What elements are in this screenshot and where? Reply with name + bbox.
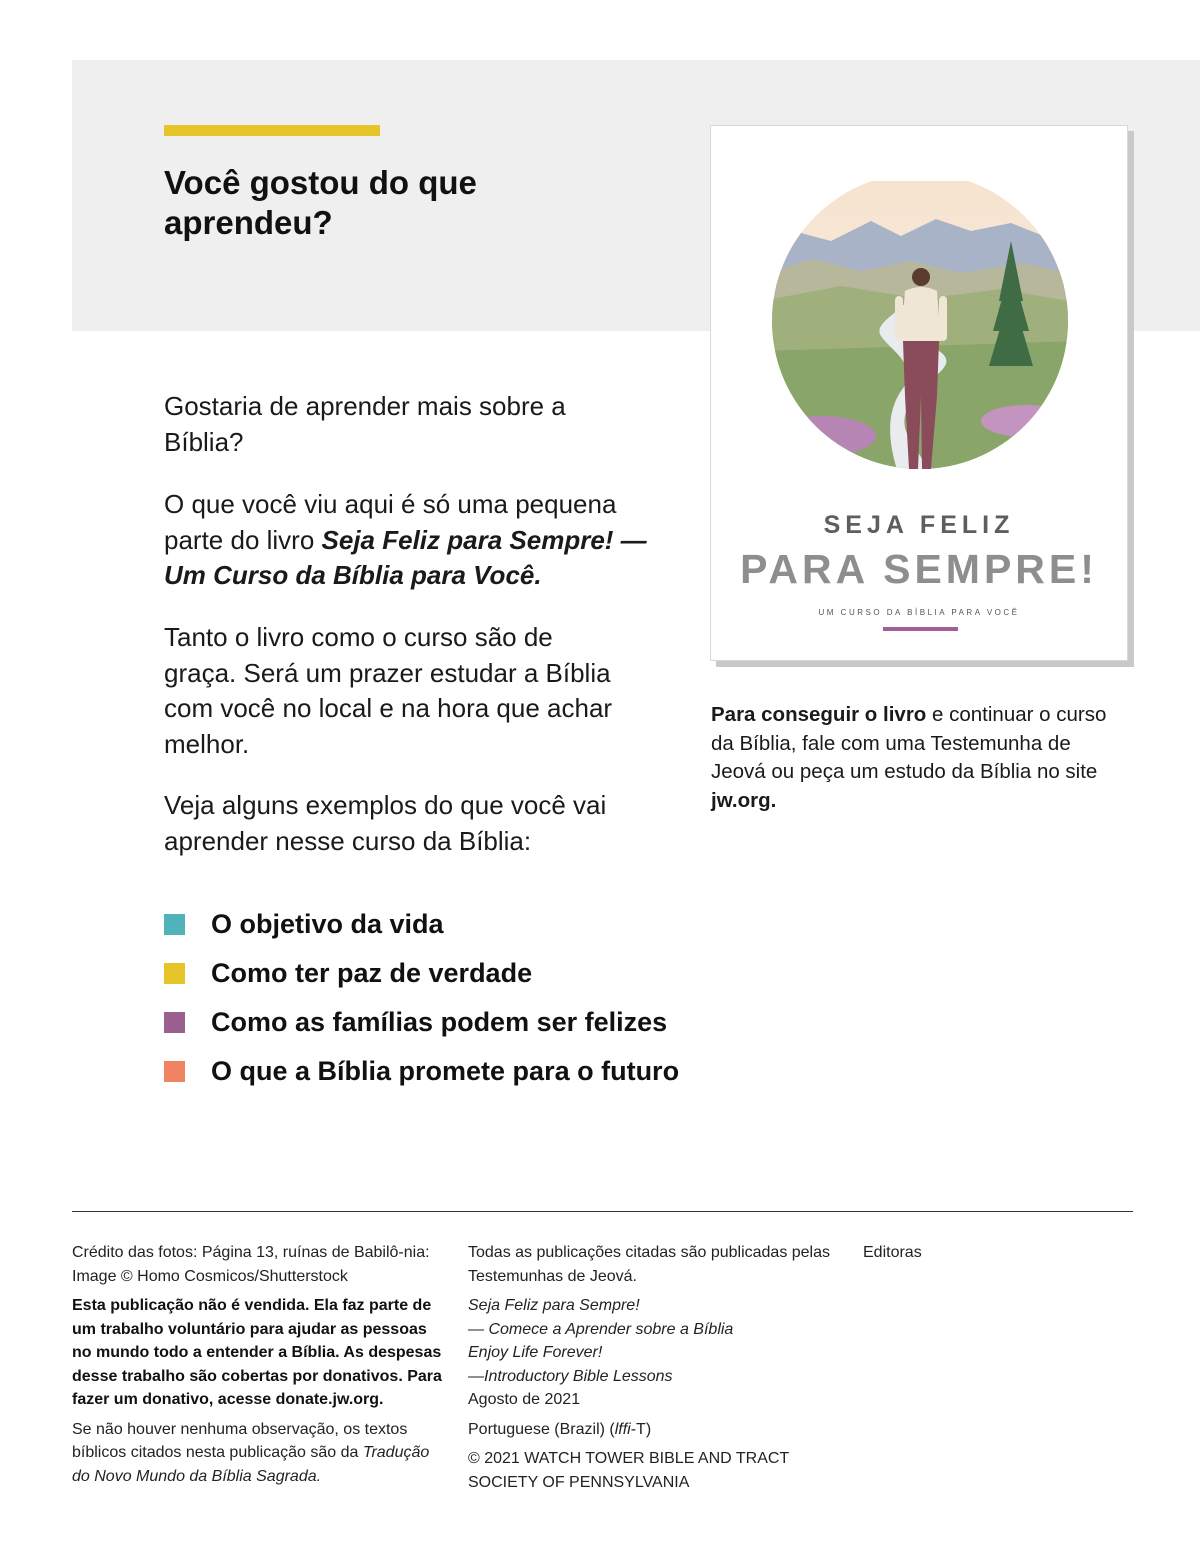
cta-bold-lead: Para conseguir o livro xyxy=(711,703,927,726)
donation-notice: Esta publicação não é vendida. Ela faz parte de um trabalho voluntário para ajudar as pessoas no mundo todo a entender a Bíblia. As despesas desse trabalho são cobertas por donativos. Para fazer um donativo, acesse donate.jw.org. xyxy=(72,1297,442,1408)
intro-question: Gostaria de aprender mais sobre a Bíblia? xyxy=(164,391,566,457)
scripture-note-prefix: Se não houver nenhuma observação, os textos bíblicos citados nesta publicação são da xyxy=(72,1420,408,1461)
title-english-1: Enjoy Life Forever! xyxy=(468,1344,603,1361)
book-cover-illustration xyxy=(761,181,1079,506)
topic-bullet-icon xyxy=(164,1061,185,1082)
heading-line-2: aprendeu? xyxy=(164,204,333,241)
heading-line-1: Você gostou do que xyxy=(164,164,477,201)
topic-item xyxy=(164,1047,679,1096)
language-code-line xyxy=(468,1418,838,1442)
book-request-text xyxy=(711,701,1111,815)
intro-book-paragraph xyxy=(164,487,664,594)
book-underline xyxy=(883,627,958,631)
title-portuguese-1: Seja Feliz para Sempre! xyxy=(468,1297,640,1314)
topic-text: Como as famílias podem ser felizes xyxy=(211,1007,668,1037)
scripture-note xyxy=(72,1418,442,1489)
title-portuguese-2: — Comece a Aprender sobre a Bíblia xyxy=(468,1320,734,1338)
cta-body: e continuar o curso da Bíblia, fale com uma Testemunha de Jeová ou peça um estudo da Bíblia no site xyxy=(711,703,1107,783)
copyright: © 2021 WATCH TOWER BIBLE AND TRACT SOCIETY OF PENNSYLVANIA xyxy=(468,1450,789,1491)
intro-examples-paragraph: Veja alguns exemplos do que você vai aprender nesse curso da Bíblia: xyxy=(164,790,607,856)
intro-book-prefix: O que você viu aqui é só uma pequena parte do livro xyxy=(164,489,617,555)
intro-book-title: Seja Feliz para Sempre! — Um Curso da Bíblia para Você. xyxy=(164,524,647,590)
book-title-large: PARA SEMPRE! xyxy=(740,546,1098,592)
scripture-translation-title: Tradução do Novo Mundo da Bíblia Sagrada. xyxy=(72,1444,430,1485)
language-suffix: -T) xyxy=(630,1420,652,1438)
publishers-label: Editoras xyxy=(863,1244,922,1261)
language-code: lffi xyxy=(614,1420,631,1438)
footer-column-2 xyxy=(468,1241,838,1500)
publishers-note: Todas as publicações citadas são publicadas pelas Testemunhas de Jeová. xyxy=(468,1244,831,1285)
book-subtitle: UM CURSO DA BÍBLIA PARA VOCÊ xyxy=(818,608,1020,617)
intro-free-paragraph: Tanto o livro como o curso são de graça. Será um prazer estudar a Bíblia com você no local e na hora que achar melhor. xyxy=(164,622,613,759)
topic-item xyxy=(164,949,679,998)
topic-bullet-icon xyxy=(164,914,185,935)
topic-bullet-icon xyxy=(164,963,185,984)
page-heading xyxy=(164,163,584,243)
topic-text: O objetivo da vida xyxy=(211,909,444,939)
publication-titles xyxy=(468,1294,838,1412)
topic-item xyxy=(164,998,679,1047)
topics-list xyxy=(164,900,679,1096)
footer-column-1 xyxy=(72,1241,442,1494)
topic-text: Como ter paz de verdade xyxy=(211,958,533,988)
footer-divider xyxy=(72,1211,1133,1212)
topic-bullet-icon xyxy=(164,1012,185,1033)
publication-date: Agosto de 2021 xyxy=(468,1391,581,1408)
language-prefix: Portuguese (Brazil) ( xyxy=(468,1420,615,1438)
book-cover xyxy=(710,125,1128,661)
topic-item xyxy=(164,900,679,949)
book-title-small: SEJA FELIZ xyxy=(823,511,1015,539)
accent-bar xyxy=(164,125,380,136)
footer-column-3 xyxy=(863,1241,1113,1271)
photo-credit: Crédito das fotos: Página 13, ruínas de Babilô-nia: Image © Homo Cosmicos/Shutterstock xyxy=(72,1244,430,1285)
topic-text: O que a Bíblia promete para o futuro xyxy=(211,1056,680,1086)
title-english-2: —Introductory Bible Lessons xyxy=(468,1367,673,1385)
jw-org-link[interactable]: jw.org. xyxy=(711,788,777,812)
